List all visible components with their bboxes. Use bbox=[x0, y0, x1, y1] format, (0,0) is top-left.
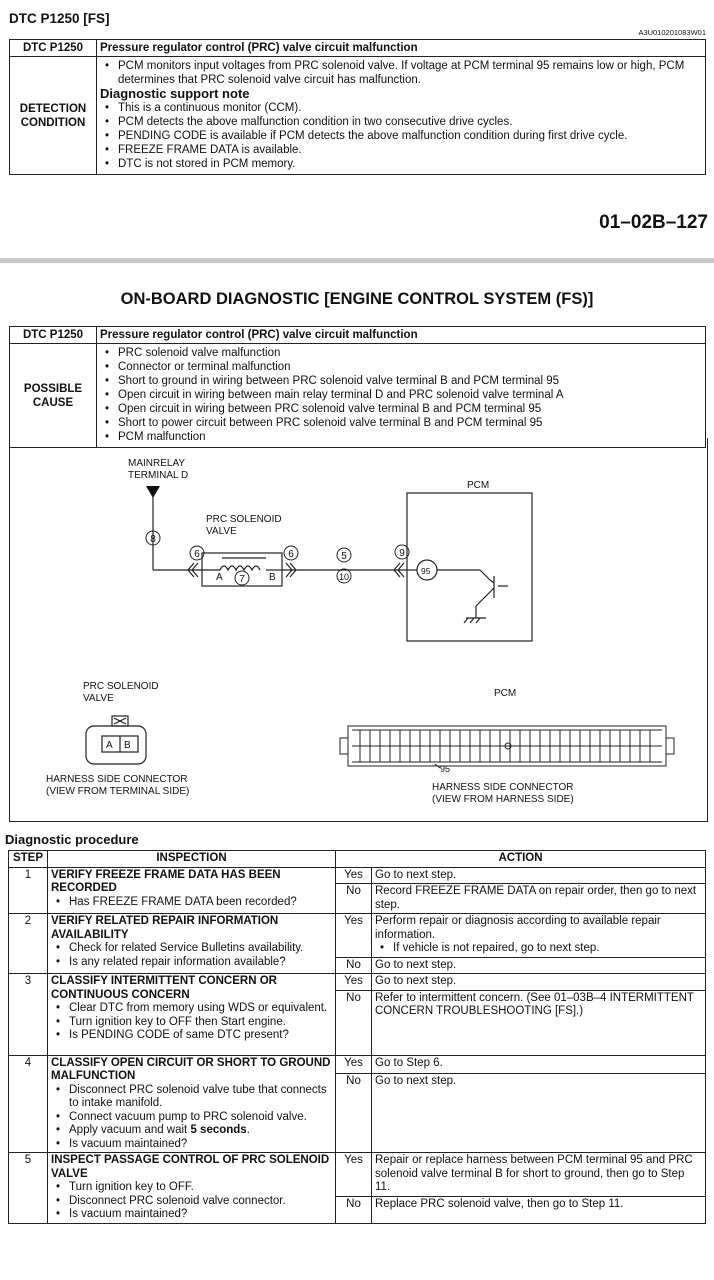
inspection-bullet: • Check for related Service Bulletins availability. bbox=[69, 942, 332, 956]
step-number: 1 bbox=[9, 867, 48, 914]
support-bullet: • FREEZE FRAME DATA is available. bbox=[118, 143, 702, 157]
wire-number-badge: 6 bbox=[288, 549, 294, 560]
cause-item: • Open circuit in wiring between main relay terminal D and PRC solenoid valve terminal A bbox=[118, 388, 702, 402]
step-inspection bbox=[48, 914, 336, 974]
detection-bullet: • PCM monitors input voltages from PRC solenoid valve. If voltage at PCM terminal 95 remains low or high, PCM determines that PRC solenoid valve circuit has malfunction. bbox=[118, 59, 702, 87]
step-title: VERIFY FREEZE FRAME DATA HAS BEEN RECORDED bbox=[51, 868, 281, 894]
inspection-bullet: • Is PENDING CODE of same DTC present? bbox=[69, 1029, 332, 1043]
dtc-code: DTC P1250 bbox=[10, 327, 97, 344]
pcm-label: PCM bbox=[467, 480, 490, 491]
step-inspection bbox=[48, 1153, 336, 1224]
step-number: 2 bbox=[9, 914, 48, 974]
right-connector-caption-2: (VIEW FROM HARNESS SIDE) bbox=[432, 794, 574, 805]
step-number: 4 bbox=[9, 1055, 48, 1153]
step-number: 3 bbox=[9, 974, 48, 1056]
connector-pcm-label: PCM bbox=[494, 688, 517, 699]
dtc-code: DTC P1250 bbox=[10, 40, 97, 57]
inspection-bullet: • Turn ignition key to OFF then Start engine. bbox=[69, 1016, 332, 1030]
prc-valve-label: PRC SOLENOID bbox=[206, 514, 282, 525]
wire-number-badge: 8 bbox=[150, 534, 156, 545]
wiring-diagram bbox=[9, 438, 708, 822]
terminal-b-label: B bbox=[269, 572, 276, 583]
support-bullet: • DTC is not stored in PCM memory. bbox=[118, 157, 702, 171]
inspection-bullet: • Apply vacuum and wait 5 seconds. bbox=[69, 1124, 332, 1138]
wiring-diagram-svg bbox=[10, 438, 707, 821]
col-step: STEP bbox=[9, 851, 48, 868]
yes-action: Repair or replace harness between PCM terminal 95 and PRC solenoid valve terminal B for short to ground, then go to Step 11. bbox=[372, 1153, 706, 1197]
connector-prc-label-2: VALVE bbox=[83, 693, 114, 704]
yes-label: Yes bbox=[336, 974, 372, 991]
yes-label: Yes bbox=[336, 914, 372, 958]
inspection-bullet: • Is vacuum maintained? bbox=[69, 1138, 332, 1152]
inspection-bullet: • Turn ignition key to OFF. bbox=[69, 1181, 332, 1195]
no-label: No bbox=[336, 1196, 372, 1223]
dtc-title: Pressure regulator control (PRC) valve circuit malfunction bbox=[97, 40, 706, 57]
support-bullet: • PENDING CODE is available if PCM detects the above malfunction condition during first drive cycle. bbox=[118, 129, 702, 143]
pcm-terminal-95-label: 95 bbox=[421, 566, 431, 576]
support-bullet: • This is a continuous monitor (CCM). bbox=[118, 101, 702, 115]
inspection-bullet: • Disconnect PRC solenoid valve tube that connects to intake manifold. bbox=[69, 1084, 332, 1111]
no-label: No bbox=[336, 957, 372, 974]
wire-number-badge: 7 bbox=[239, 574, 245, 585]
no-label: No bbox=[336, 1074, 372, 1153]
main-relay-terminal-label: TERMINAL D bbox=[128, 470, 189, 481]
yes-action bbox=[372, 914, 706, 958]
inspection-bullet: • Is any related repair information available? bbox=[69, 956, 332, 970]
support-note-heading: Diagnostic support note bbox=[100, 86, 250, 101]
wire-number-badge: 6 bbox=[194, 549, 200, 560]
detection-condition-label: DETECTION CONDITION bbox=[10, 57, 97, 175]
connector-pin-b: B bbox=[124, 740, 131, 751]
left-connector-caption: HARNESS SIDE CONNECTOR bbox=[46, 774, 188, 785]
main-title: ON-BOARD DIAGNOSTIC [ENGINE CONTROL SYSTEM (FS)] bbox=[120, 290, 594, 308]
page-number: 01–02B–127 bbox=[599, 212, 708, 233]
cause-item: • Short to power circuit between PRC solenoid valve terminal B and PCM terminal 95 bbox=[118, 416, 702, 430]
no-action: Go to next step. bbox=[372, 1074, 706, 1153]
pcm-harness-connector bbox=[340, 726, 674, 768]
col-inspection: INSPECTION bbox=[48, 851, 336, 868]
prc-harness-connector bbox=[86, 716, 146, 764]
yes-label: Yes bbox=[336, 867, 372, 884]
inspection-bullet: • Disconnect PRC solenoid valve connector. bbox=[69, 1195, 332, 1209]
wire-number-badge: 9 bbox=[399, 548, 405, 559]
cause-item: • PRC solenoid valve malfunction bbox=[118, 346, 702, 360]
cause-item: • Open circuit in wiring between PRC solenoid valve terminal B and PCM terminal 95 bbox=[118, 402, 702, 416]
wire-number-badge: 10 bbox=[338, 572, 350, 582]
prc-valve-label-2: VALVE bbox=[206, 526, 237, 537]
yes-label: Yes bbox=[336, 1055, 372, 1074]
step-title: CLASSIFY INTERMITTENT CONCERN OR CONTINUOUS CONCERN bbox=[51, 975, 277, 1001]
step-title: VERIFY RELATED REPAIR INFORMATION AVAILABILITY bbox=[51, 915, 279, 941]
step-inspection bbox=[48, 1055, 336, 1153]
yes-action: Go to Step 6. bbox=[372, 1055, 706, 1074]
no-action: Record FREEZE FRAME DATA on repair order, then go to next step. bbox=[372, 884, 706, 914]
cause-item: • Connector or terminal malfunction bbox=[118, 360, 702, 374]
no-action: Replace PRC solenoid valve, then go to Step 11. bbox=[372, 1196, 706, 1223]
inspection-bullet: • Has FREEZE FRAME DATA been recorded? bbox=[69, 896, 332, 910]
cause-item: • PCM malfunction bbox=[118, 430, 702, 444]
main-relay-label: MAINRELAY bbox=[128, 458, 186, 469]
no-action: Go to next step. bbox=[372, 957, 706, 974]
inspection-bullet: • Connect vacuum pump to PRC solenoid valve. bbox=[69, 1111, 332, 1125]
detection-table bbox=[9, 39, 706, 175]
page-separator bbox=[0, 258, 714, 263]
connector-terminal-95-label: 95 bbox=[440, 764, 451, 774]
step-inspection bbox=[48, 974, 336, 1056]
no-action: Refer to intermittent concern. (See 01–03B–4 INTERMITTENT CONCERN TROUBLESHOOTING [FS].) bbox=[372, 990, 706, 1055]
yes-action: Go to next step. bbox=[372, 867, 706, 884]
dtc-title: Pressure regulator control (PRC) valve circuit malfunction bbox=[97, 327, 706, 344]
col-action: ACTION bbox=[336, 851, 706, 868]
left-connector-caption-2: (VIEW FROM TERMINAL SIDE) bbox=[46, 786, 190, 797]
action-sub-bullet: • If vehicle is not repaired, go to next step. bbox=[393, 942, 702, 956]
connector-pin-a: A bbox=[106, 740, 113, 751]
step-title: INSPECT PASSAGE CONTROL OF PRC SOLENOID VALVE bbox=[51, 1154, 330, 1180]
inspection-bullet: • Is vacuum maintained? bbox=[69, 1208, 332, 1222]
procedure-heading: Diagnostic procedure bbox=[5, 832, 139, 847]
wire-number-badge: 5 bbox=[341, 551, 347, 562]
yes-label: Yes bbox=[336, 1153, 372, 1197]
page-header: DTC P1250 [FS] bbox=[9, 11, 110, 26]
possible-cause-label: POSSIBLE CAUSE bbox=[10, 344, 97, 448]
detection-condition-content bbox=[97, 57, 706, 175]
yes-action-text: Perform repair or diagnosis according to available repair information. bbox=[375, 915, 661, 941]
possible-cause-table bbox=[9, 326, 706, 448]
support-bullet: • PCM detects the above malfunction condition in two consecutive drive cycles. bbox=[118, 115, 702, 129]
inspection-bullet: • Clear DTC from memory using WDS or equivalent. bbox=[69, 1002, 332, 1016]
procedure-table bbox=[8, 850, 706, 1224]
cause-item: • Short to ground in wiring between PRC solenoid valve terminal B and PCM terminal 95 bbox=[118, 374, 702, 388]
step-number: 5 bbox=[9, 1153, 48, 1224]
right-connector-caption: HARNESS SIDE CONNECTOR bbox=[432, 782, 574, 793]
terminal-a-label: A bbox=[216, 572, 223, 583]
possible-cause-list bbox=[97, 344, 706, 448]
image-code: A3U010201083W01 bbox=[638, 28, 706, 37]
connector-prc-label: PRC SOLENOID bbox=[83, 681, 159, 692]
step-inspection bbox=[48, 867, 336, 914]
no-label: No bbox=[336, 884, 372, 914]
step-title: CLASSIFY OPEN CIRCUIT OR SHORT TO GROUND MALFUNCTION bbox=[51, 1056, 331, 1082]
yes-action: Go to next step. bbox=[372, 974, 706, 991]
no-label: No bbox=[336, 990, 372, 1055]
